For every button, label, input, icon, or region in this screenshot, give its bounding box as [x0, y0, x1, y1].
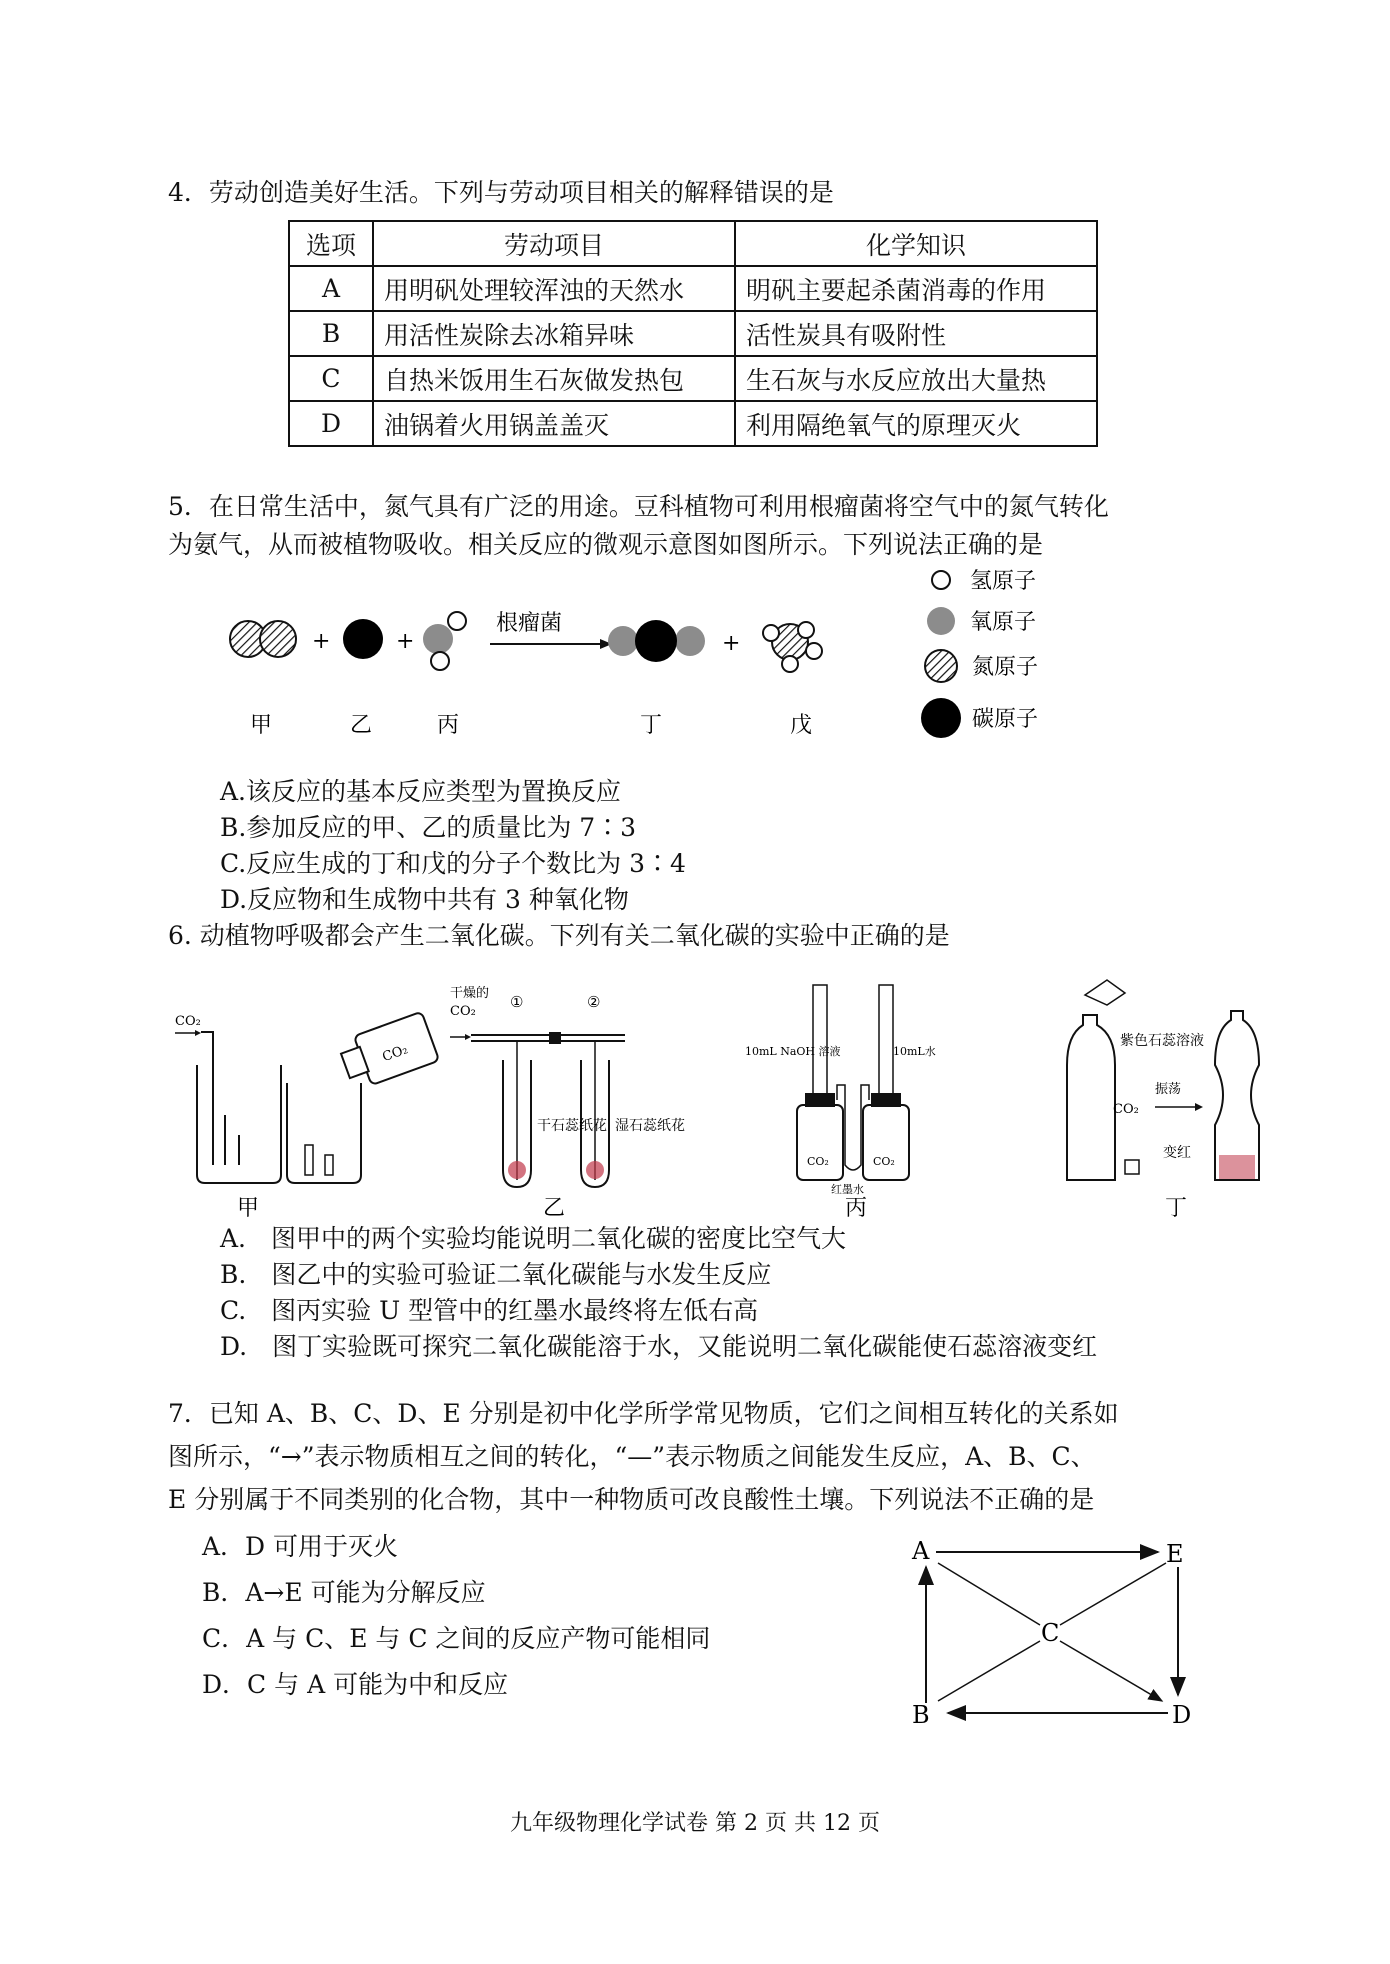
table-cell: B — [289, 311, 373, 356]
q6-stem: 6. 动植物呼吸都会产生二氧化碳。下列有关二氧化碳的实验中正确的是 — [168, 921, 950, 950]
svg-text:+: + — [396, 629, 415, 654]
legend-label: 氧原子 — [970, 610, 1037, 635]
table-row — [289, 266, 1097, 311]
shake-label: 振荡 — [1155, 1082, 1182, 1097]
figure-ding — [1067, 980, 1259, 1221]
line-b-c — [938, 1641, 1040, 1701]
node-c: C — [1041, 1619, 1060, 1647]
co2-label: CO₂ — [1113, 1102, 1139, 1117]
turn-red-label: 变红 — [1163, 1145, 1191, 1161]
legend-label: 碳原子 — [972, 707, 1039, 732]
red-ink-label: 红墨水 — [831, 1183, 864, 1196]
hydrogen-atom-icon — [932, 571, 950, 589]
q5-stem-line2: 为氨气，从而被植物吸收。相关反应的微观示意图如图所示。下列说法正确的是 — [168, 530, 1044, 559]
table-cell: 利用隔绝氧气的原理灭火 — [735, 401, 1097, 446]
table-header-row — [289, 221, 1097, 266]
nitrogen-atom-icon — [925, 650, 957, 682]
table-cell: 用明矾处理较浑浊的天然水 — [373, 266, 735, 311]
q7-relation-diagram — [900, 1525, 1230, 1735]
node-b: B — [912, 1701, 930, 1729]
table-cell: 活性炭具有吸附性 — [735, 311, 1097, 356]
figure-yi — [450, 986, 685, 1221]
table-cell: 自热米饭用生石灰做发热包 — [373, 356, 735, 401]
co2-label: CO₂ — [450, 1004, 476, 1019]
figure-label: 丙 — [845, 1196, 868, 1221]
table-cell: 生石灰与水反应放出大量热 — [735, 356, 1097, 401]
table-cell: 明矾主要起杀菌消毒的作用 — [735, 266, 1097, 311]
table-cell: A — [289, 266, 373, 311]
table-header: 选项 — [289, 221, 373, 266]
arrow-c-to-d — [1060, 1641, 1162, 1701]
table-cell: 油锅着火用锅盖盖灭 — [373, 401, 735, 446]
q5-stem-line1: 5．在日常生活中，氮气具有广泛的用途。豆科植物可利用根瘤菌将空气中的氮气转化 — [168, 492, 1109, 521]
naoh-label: 10mL NaOH 溶液 — [745, 1045, 841, 1058]
molecule-label: 丙 — [437, 713, 460, 738]
figure-label: 甲 — [237, 1196, 260, 1221]
q6-option-c: C. 图丙实验 U 型管中的红墨水最终将左低右高 — [220, 1296, 759, 1325]
svg-text:+: + — [722, 631, 741, 656]
table-header: 劳动项目 — [373, 221, 735, 266]
q4-stem: 4．劳动创造美好生活。下列与劳动项目相关的解释错误的是 — [168, 178, 834, 207]
q6-option-b: B. 图乙中的实验可验证二氧化碳能与水发生反应 — [220, 1260, 772, 1289]
arrow-label: 根瘤菌 — [496, 611, 563, 636]
line-a-c — [938, 1563, 1040, 1625]
table-cell: D — [289, 401, 373, 446]
litmus-label: 紫色石蕊溶液 — [1120, 1033, 1204, 1049]
table-row — [289, 311, 1097, 356]
dry-paper-label: 干石蕊纸花 — [537, 1118, 607, 1134]
page-footer: 九年级物理化学试卷 第 2 页 共 12 页 — [510, 1811, 880, 1836]
carbon-atom-icon — [343, 619, 383, 659]
co2-label: CO₂ — [380, 1042, 410, 1066]
q5-option-b: B.参加反应的甲、乙的质量比为 7∶3 — [220, 813, 637, 842]
legend-label: 氢原子 — [970, 569, 1037, 594]
q5-reaction-diagram — [200, 560, 1280, 750]
table-row — [289, 401, 1097, 446]
table-cell: C — [289, 356, 373, 401]
q7-option-a: A．D 可用于灭火 — [202, 1532, 399, 1561]
q7-stem-line3: E 分别属于不同类别的化合物，其中一种物质可改良酸性土壤。下列说法不正确的是 — [168, 1485, 1095, 1514]
q6-experiment-figures — [165, 975, 1275, 1225]
node-a: A — [912, 1537, 930, 1565]
atom-legend — [921, 569, 1038, 738]
q7-stem-line2: 图所示，“→”表示物质相互之间的转化，“—”表示物质之间能发生反应，A、B、C、 — [168, 1442, 1096, 1471]
legend-label: 氮原子 — [972, 655, 1039, 680]
figure-label: 乙 — [543, 1196, 566, 1221]
q5-option-a: A.该反应的基本反应类型为置换反应 — [220, 777, 622, 806]
q5-option-d: D.反应物和生成物中共有 3 种氧化物 — [220, 885, 629, 914]
carbon-atom-icon — [921, 698, 961, 738]
circle-label: ① — [510, 993, 524, 1011]
molecule-label: 甲 — [250, 713, 273, 738]
molecule-label: 丁 — [640, 713, 663, 738]
oxygen-atom-icon — [927, 607, 955, 635]
figure-label: 丁 — [1165, 1196, 1188, 1221]
wet-paper-label: 湿石蕊纸花 — [615, 1118, 685, 1134]
table-cell: 用活性炭除去冰箱异味 — [373, 311, 735, 356]
q5-option-c: C.反应生成的丁和戊的分子个数比为 3∶4 — [220, 849, 686, 878]
table-header: 化学知识 — [735, 221, 1097, 266]
co2-label: CO₂ — [807, 1155, 829, 1168]
dry-co2-label: 干燥的 — [450, 986, 490, 1001]
carbon-dioxide-molecule-icon — [608, 620, 705, 662]
node-e: E — [1166, 1540, 1184, 1568]
q6-option-d: D. 图丁实验既可探究二氧化碳能溶于水，又能说明二氧化碳能使石蕊溶液变红 — [220, 1332, 1098, 1361]
line-e-c — [1060, 1563, 1166, 1625]
molecule-label: 乙 — [350, 713, 373, 738]
q4-table — [288, 220, 1098, 447]
nitrogen-molecule-icon — [230, 621, 296, 657]
node-d: D — [1172, 1701, 1192, 1729]
table-row — [289, 356, 1097, 401]
svg-text:+: + — [312, 629, 331, 654]
water-molecule-icon — [423, 612, 466, 670]
circle-label: ② — [587, 993, 601, 1011]
molecule-label: 戊 — [790, 713, 813, 738]
q7-stem-line1: 7．已知 A、B、C、D、E 分别是初中化学所学常见物质，它们之间相互转化的关系如 — [168, 1399, 1119, 1428]
q6-option-a: A. 图甲中的两个实验均能说明二氧化碳的密度比空气大 — [220, 1224, 847, 1253]
q7-option-b: B．A→E 可能为分解反应 — [202, 1578, 486, 1607]
co2-label: CO₂ — [175, 1014, 201, 1029]
water-label: 10mL水 — [893, 1045, 936, 1058]
q7-option-c: C．A 与 C、E 与 C 之间的反应产物可能相同 — [202, 1624, 711, 1653]
co2-label: CO₂ — [873, 1155, 895, 1168]
figure-jia — [175, 1012, 439, 1221]
ammonia-molecule-icon — [763, 622, 822, 672]
q7-option-d: D．C 与 A 可能为中和反应 — [202, 1670, 509, 1699]
figure-bing — [745, 985, 936, 1221]
